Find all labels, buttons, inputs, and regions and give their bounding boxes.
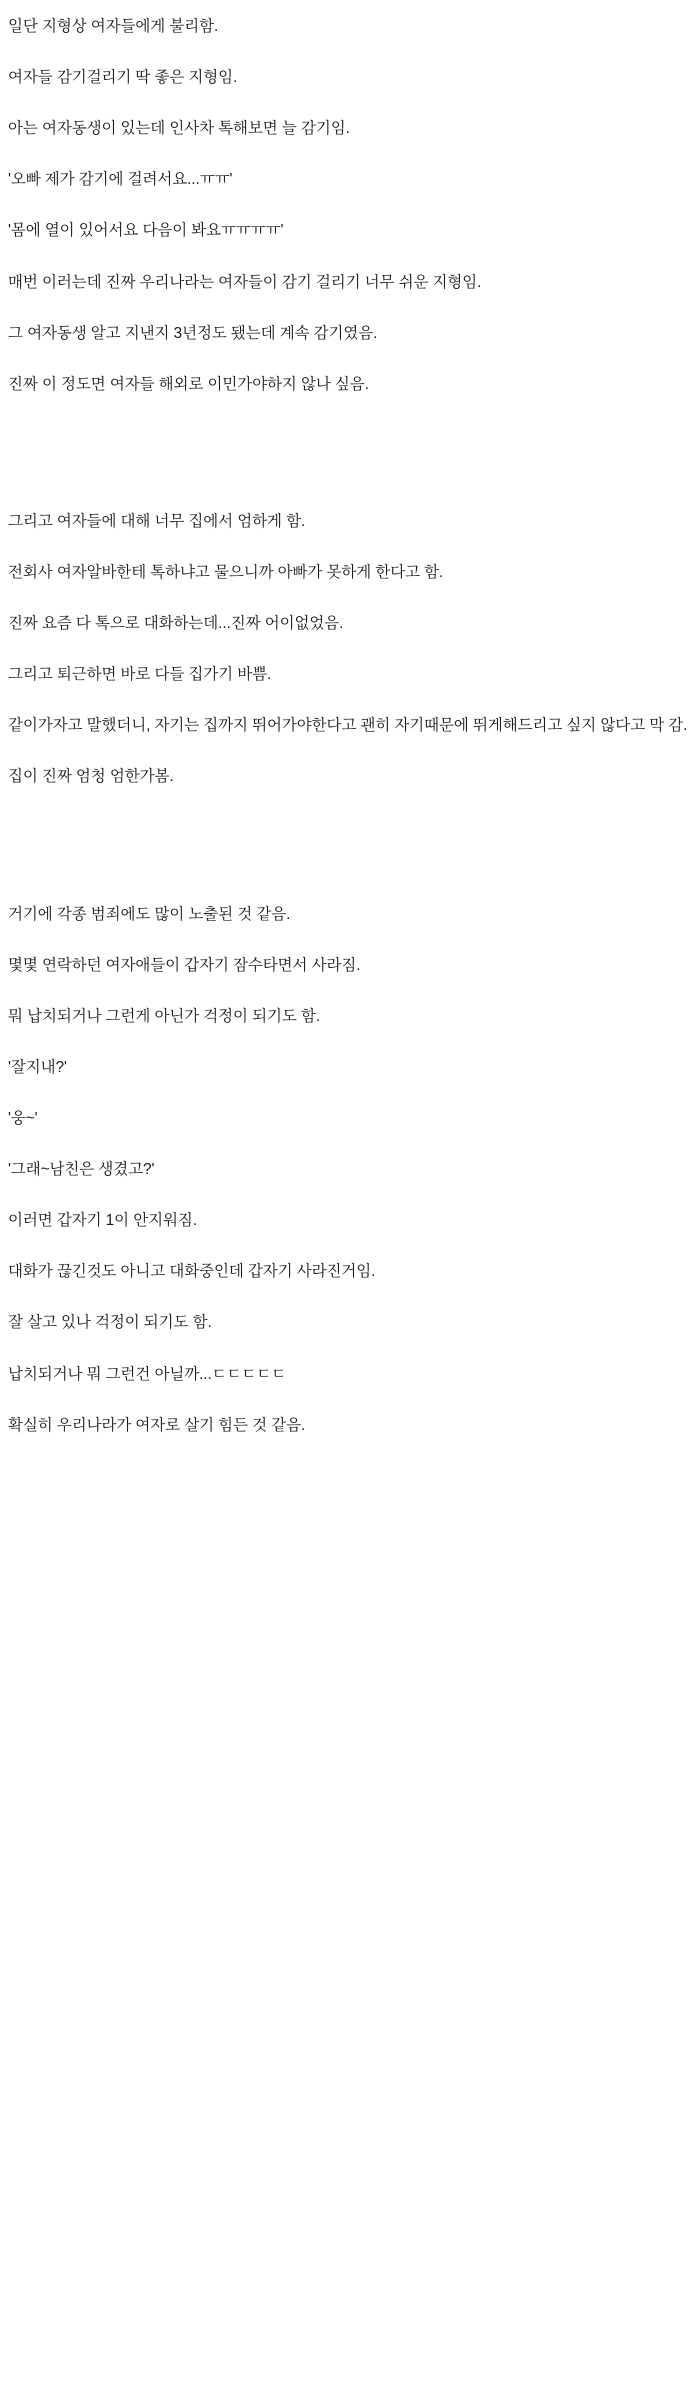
- paragraph: 진짜 이 정도면 여자들 해외로 이민가야하지 않나 싶음.: [8, 375, 369, 393]
- paragraph: 매번 이러는데 진짜 우리나라는 여자들이 감기 걸리기 너무 쉬운 지형임.: [8, 273, 482, 291]
- paragraph: 아는 여자동생이 있는데 인사차 톡해보면 늘 감기임.: [8, 120, 350, 138]
- paragraph: '잘지내?': [8, 1058, 67, 1076]
- paragraph: 여자들 감기걸리기 딱 좋은 지형임.: [8, 69, 238, 87]
- paragraph: 확실히 우리나라가 여자로 살기 힘든 것 같음.: [8, 1416, 306, 1434]
- paragraph: 같이가자고 말했더니, 자기는 집까지 뛰어가야한다고 괜히 자기때문에 뛰게해드리고 싶지 않다고 막 감.: [8, 717, 688, 735]
- paragraph: 이러면 갑자기 1이 안지워짐.: [8, 1212, 197, 1230]
- paragraph: '그래~남친은 생겼고?': [8, 1161, 155, 1179]
- paragraph: 몇몇 연락하던 여자애들이 갑자기 잠수타면서 사라짐.: [8, 956, 361, 974]
- paragraph: '웅~': [8, 1109, 38, 1127]
- paragraph: 진짜 요즘 다 톡으로 대화하는데...진짜 어이없었음.: [8, 615, 344, 633]
- paragraph: 잘 살고 있나 걱정이 되기도 함.: [8, 1314, 212, 1332]
- text-block: [8, 902, 692, 1438]
- block-spacer: [8, 423, 692, 509]
- document-body: [8, 14, 692, 1438]
- paragraph: 대화가 끊긴것도 아니고 대화중인데 갑자기 사라진거임.: [8, 1263, 376, 1281]
- paragraph: 거기에 각종 범죄에도 많이 노출된 것 같음.: [8, 905, 291, 923]
- paragraph: 그리고 여자들에 대해 너무 집에서 엄하게 함.: [8, 512, 306, 530]
- paragraph: '몸에 열이 있어서요 다음이 봐요ㅠㅠㅠㅠ': [8, 222, 284, 240]
- text-block: [8, 14, 692, 397]
- paragraph: 납치되거나 뭐 그런건 아닐까...ㄷㄷㄷㄷㄷ: [8, 1365, 287, 1383]
- paragraph: 일단 지형상 여자들에게 불리함.: [8, 18, 219, 35]
- paragraph: 집이 진짜 엄청 엄한가봄.: [8, 768, 174, 786]
- paragraph: 전회사 여자알바한테 톡하냐고 물으니까 아빠가 못하게 한다고 함.: [8, 563, 444, 581]
- paragraph: 뭐 납치되거나 그런게 아닌가 걱정이 되기도 함.: [8, 1007, 321, 1025]
- paragraph: '오빠 제가 감기에 걸려서요...ㅠㅠ': [8, 171, 233, 189]
- text-block: [8, 509, 692, 790]
- paragraph: 그리고 퇴근하면 바로 다들 집가기 바쁨.: [8, 666, 272, 684]
- paragraph: 그 여자동생 알고 지낸지 3년정도 됐는데 계속 감기였음.: [8, 324, 378, 342]
- block-spacer: [8, 816, 692, 902]
